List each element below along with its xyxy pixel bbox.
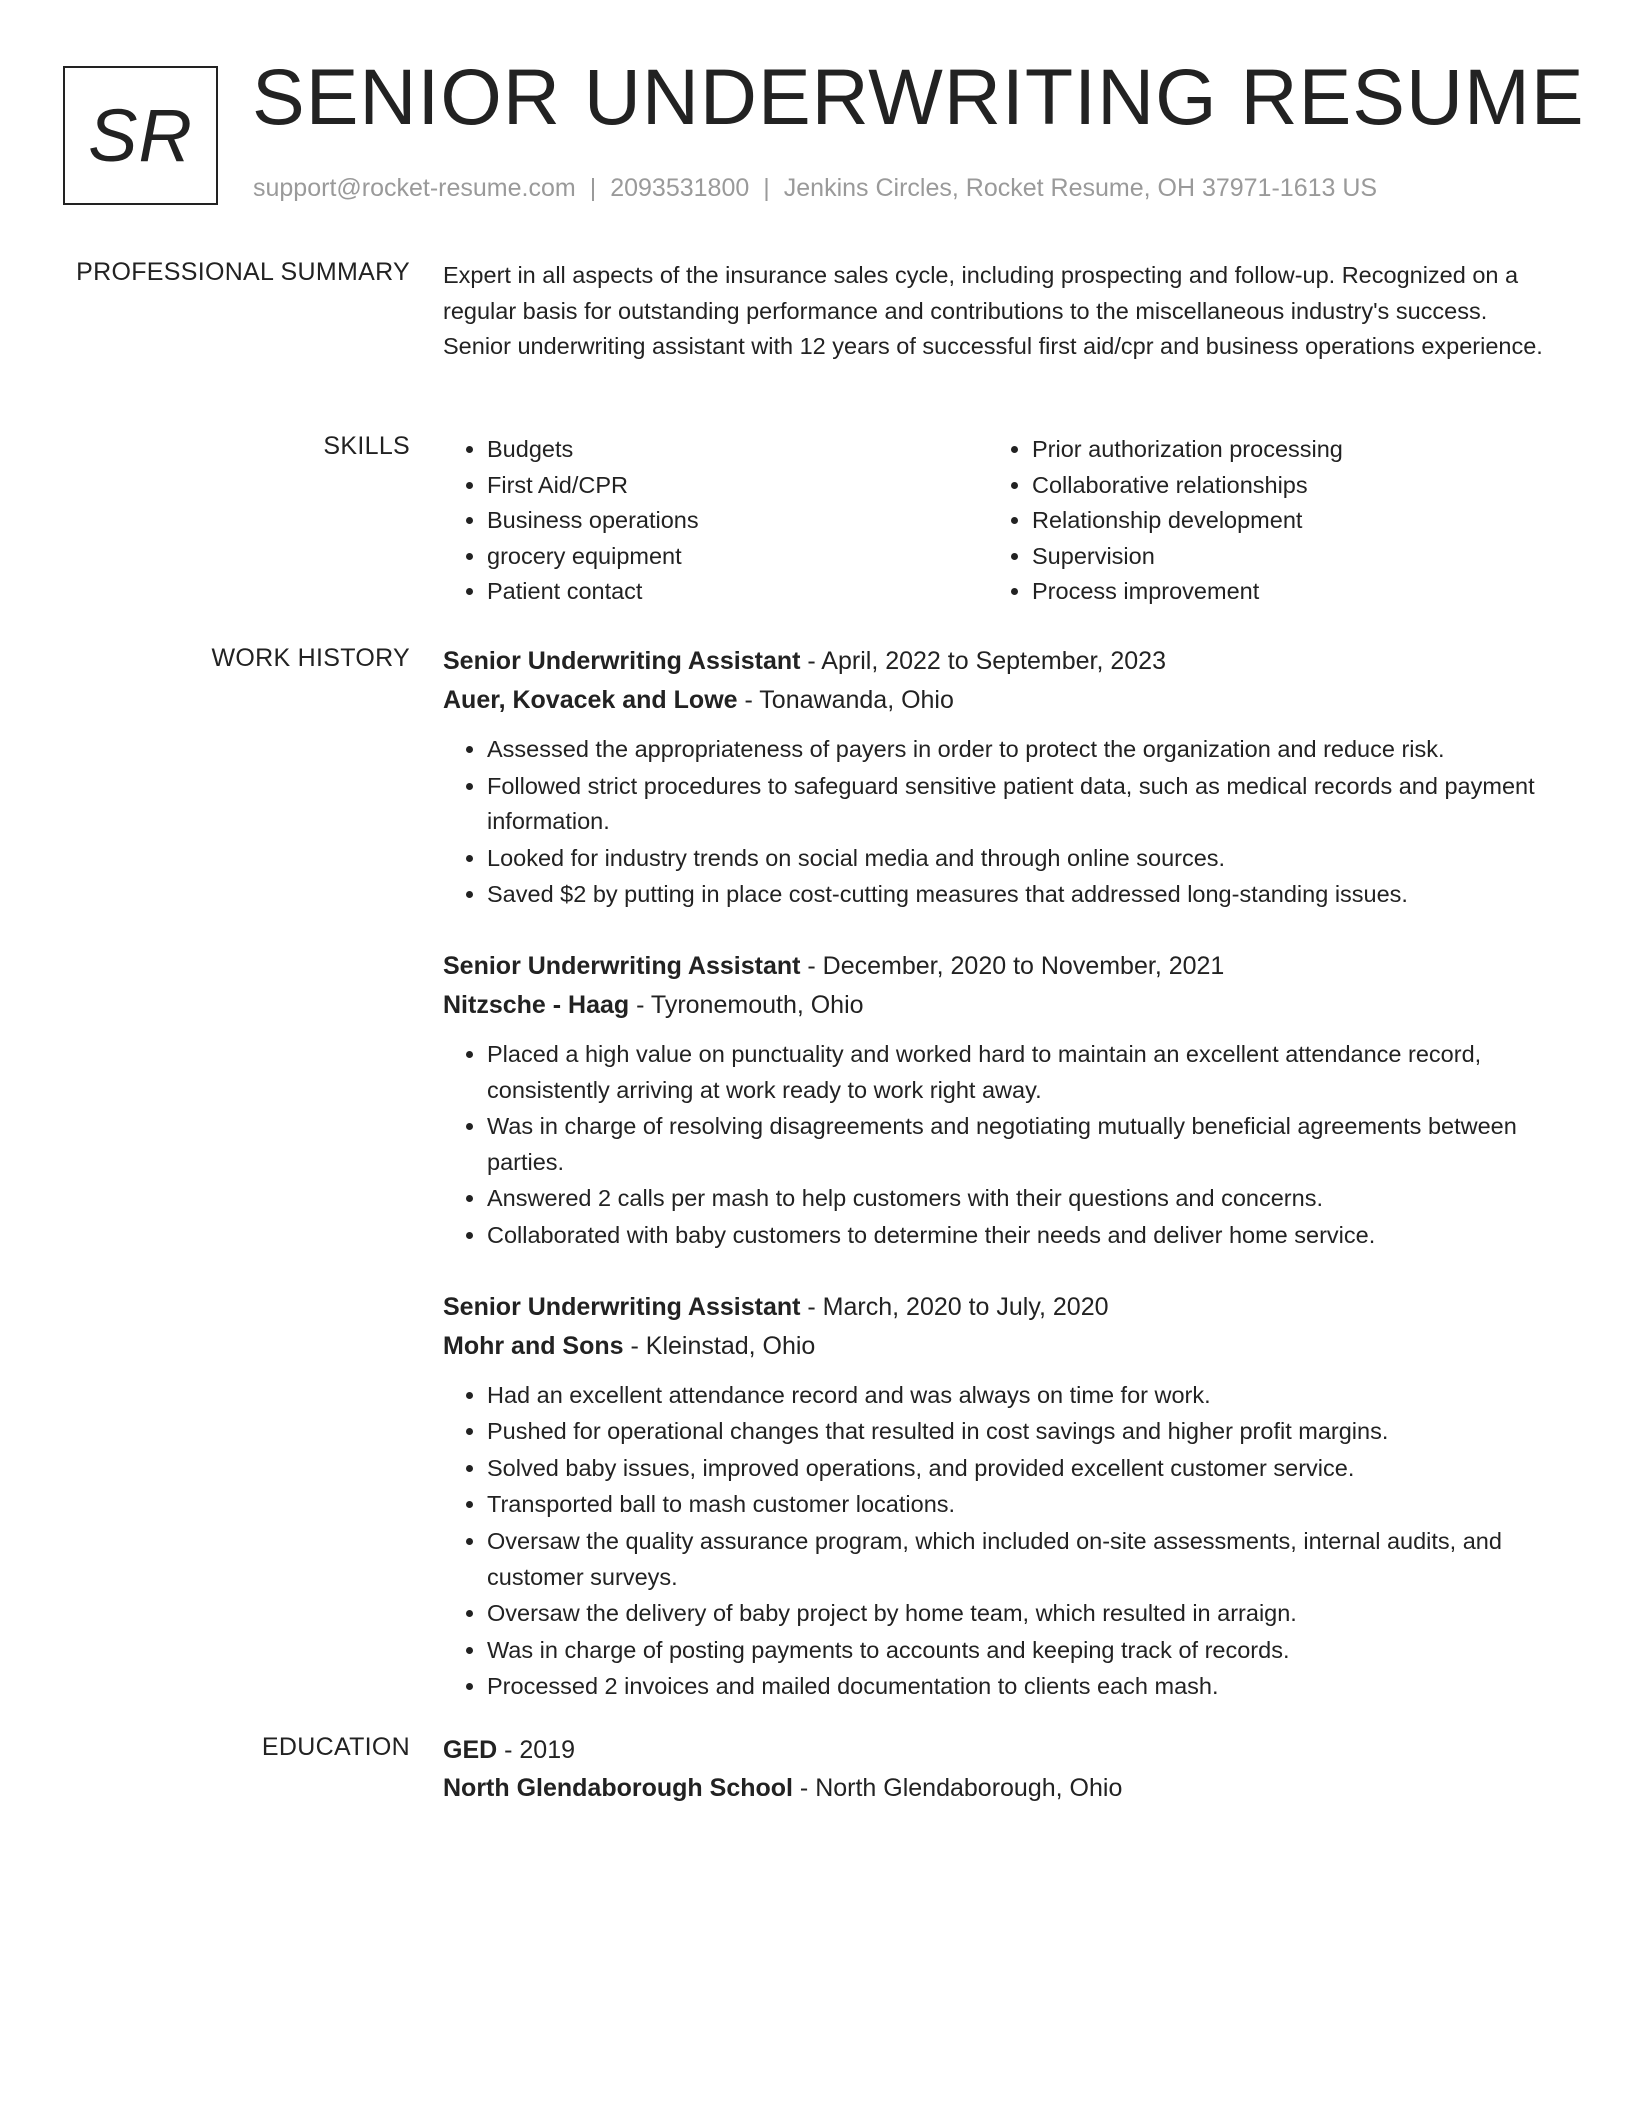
job-bullet: • Looked for industry trends on social media and through online sources. bbox=[487, 841, 1553, 877]
education-degree: GED bbox=[443, 1736, 498, 1764]
job-company-line bbox=[443, 1327, 1553, 1366]
job-entry bbox=[443, 947, 1553, 1254]
skill-item: • Collaborative relationships bbox=[1032, 468, 1533, 504]
resume-title: SENIOR UNDERWRITING RESUME bbox=[252, 52, 1585, 141]
job-bullet: • Was in charge of resolving disagreements and negotiating mutually beneficial agreements between parties. bbox=[487, 1109, 1553, 1180]
contact-address: Jenkins Circles, Rocket Resume, OH 37971-1613 US bbox=[783, 174, 1378, 202]
job-bullet: • Was in charge of posting payments to accounts and keeping track of records. bbox=[487, 1633, 1553, 1669]
job-title: Senior Underwriting Assistant bbox=[443, 1292, 801, 1321]
job-bullet: • Placed a high value on punctuality and worked hard to maintain an excellent attendance record, consistently arriving at work ready to work right away. bbox=[487, 1037, 1553, 1108]
job-title: Senior Underwriting Assistant bbox=[443, 647, 801, 675]
job-company: Mohr and Sons bbox=[443, 1331, 624, 1360]
skills-columns bbox=[443, 432, 1553, 610]
job-bullet: • Assessed the appropriateness of payers in order to protect the organization and reduce risk. bbox=[487, 732, 1553, 768]
job-bullet: • Collaborated with baby customers to determine their needs and deliver home service. bbox=[487, 1218, 1553, 1254]
job-dates: - December, 2020 to November, 2021 bbox=[800, 951, 1225, 980]
skills-heading: SKILLS bbox=[323, 432, 410, 460]
job-entry bbox=[443, 1288, 1553, 1705]
job-bullets bbox=[443, 732, 1553, 913]
job-title-line bbox=[443, 642, 1553, 681]
summary-text: Expert in all aspects of the insurance sales cycle, including prospecting and follow-up. Recognized on a regular basis for outstanding performance and contributions to the miscellaneous industry's success. Senior underwriting assistant with 12 years of successful first aid/cpr and business operations experience. bbox=[443, 262, 1543, 360]
job-company: Auer, Kovacek and Lowe bbox=[443, 686, 738, 714]
education-year: - 2019 bbox=[497, 1736, 576, 1764]
education-school-line bbox=[443, 1769, 1553, 1807]
job-location: - Kleinstad, Ohio bbox=[623, 1331, 816, 1360]
contact-phone[interactable]: 2093531800 bbox=[610, 174, 750, 202]
job-company-line bbox=[443, 986, 1553, 1025]
job-title-line bbox=[443, 947, 1553, 986]
skills-list-left bbox=[443, 432, 988, 610]
job-bullet: • Answered 2 calls per mash to help customers with their questions and concerns. bbox=[487, 1181, 1553, 1217]
job-bullets bbox=[443, 1378, 1553, 1705]
contact-separator: | bbox=[763, 174, 770, 202]
skill-item: • Process improvement bbox=[1032, 574, 1533, 610]
education-school: North Glendaborough School bbox=[443, 1774, 793, 1802]
skill-item: • grocery equipment bbox=[487, 539, 988, 575]
job-bullet: • Solved baby issues, improved operations, and provided excellent customer service. bbox=[487, 1451, 1553, 1487]
monogram-box bbox=[63, 66, 218, 205]
job-bullet: • Pushed for operational changes that resulted in cost savings and higher profit margins. bbox=[487, 1414, 1553, 1450]
job-dates: - March, 2020 to July, 2020 bbox=[800, 1292, 1109, 1321]
skill-item: • Supervision bbox=[1032, 539, 1533, 575]
monogram-initials: SR bbox=[88, 94, 193, 177]
contact-line bbox=[253, 174, 1377, 203]
job-bullet: • Oversaw the delivery of baby project by home team, which resulted in arraign. bbox=[487, 1596, 1553, 1632]
job-title-line bbox=[443, 1288, 1553, 1327]
job-entry bbox=[443, 642, 1553, 913]
skill-item: • First Aid/CPR bbox=[487, 468, 988, 504]
skill-item: • Patient contact bbox=[487, 574, 988, 610]
job-bullet: • Oversaw the quality assurance program, which included on-site assessments, internal audits, and customer surveys. bbox=[487, 1524, 1553, 1595]
education-degree-line bbox=[443, 1731, 1553, 1769]
job-location: - Tyronemouth, Ohio bbox=[629, 990, 864, 1019]
contact-separator: | bbox=[589, 174, 597, 202]
summary-heading: PROFESSIONAL SUMMARY bbox=[76, 258, 410, 286]
job-bullet: • Had an excellent attendance record and was always on time for work. bbox=[487, 1378, 1553, 1414]
skill-item: • Business operations bbox=[487, 503, 988, 539]
job-bullet: • Saved $2 by putting in place cost-cutting measures that addressed long-standing issues. bbox=[487, 877, 1553, 913]
job-dates: - April, 2022 to September, 2023 bbox=[800, 647, 1166, 675]
job-title: Senior Underwriting Assistant bbox=[443, 951, 801, 980]
job-bullet: • Processed 2 invoices and mailed documentation to clients each mash. bbox=[487, 1669, 1553, 1705]
skill-item: • Budgets bbox=[487, 432, 988, 468]
skills-list-right bbox=[988, 432, 1533, 610]
work-history-heading: WORK HISTORY bbox=[211, 644, 410, 672]
job-bullet: • Followed strict procedures to safeguard sensitive patient data, such as medical records and payment information. bbox=[487, 769, 1553, 840]
skill-item: • Relationship development bbox=[1032, 503, 1533, 539]
job-location: - Tonawanda, Ohio bbox=[737, 686, 954, 714]
education-location: - North Glendaborough, Ohio bbox=[792, 1774, 1123, 1802]
education-heading: EDUCATION bbox=[261, 1733, 410, 1761]
skill-item: • Prior authorization processing bbox=[1032, 432, 1533, 468]
job-bullet: • Transported ball to mash customer locations. bbox=[487, 1487, 1553, 1523]
contact-email[interactable]: support@rocket-resume.com bbox=[253, 174, 576, 202]
job-company: Nitzsche - Haag bbox=[443, 990, 630, 1019]
job-company-line bbox=[443, 681, 1553, 720]
job-bullets bbox=[443, 1037, 1553, 1254]
